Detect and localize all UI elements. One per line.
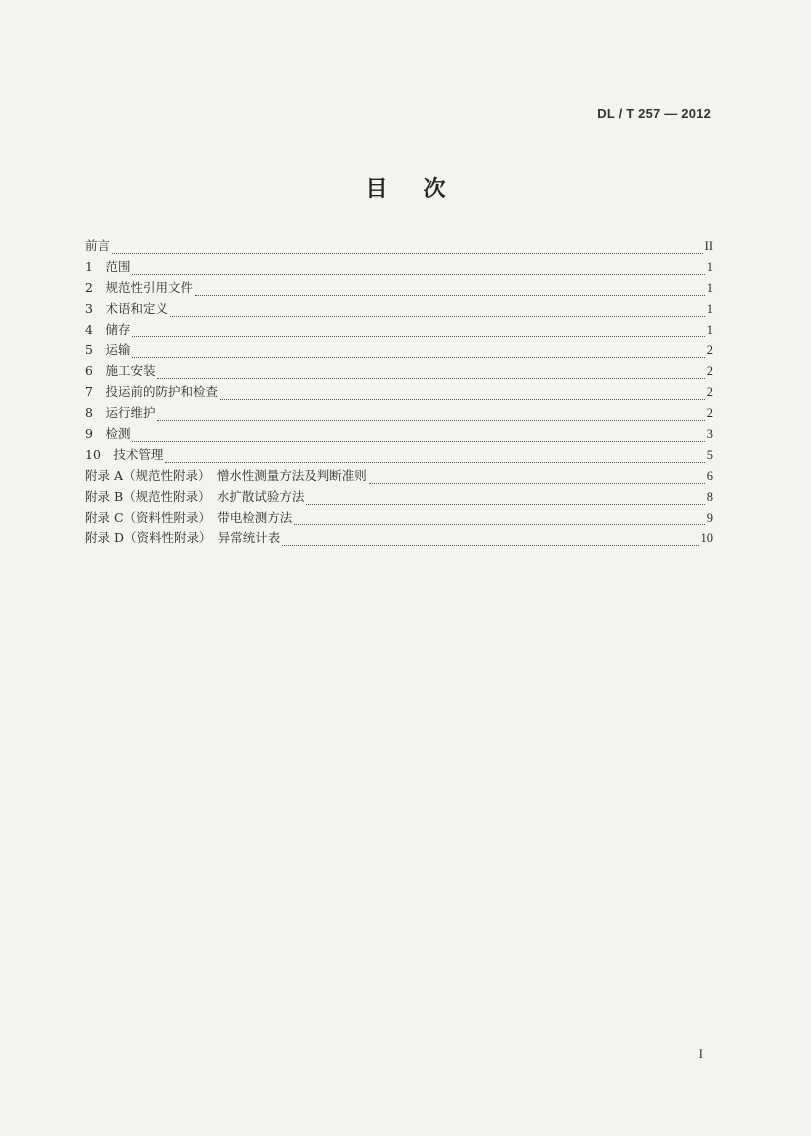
toc-leader-dots xyxy=(369,483,705,484)
toc-entry-page: 1 xyxy=(706,280,713,295)
toc-entry-label: 附录 A（规范性附录） 憎水性测量方法及判断准则 xyxy=(85,467,367,483)
toc-leader-dots xyxy=(132,357,704,358)
toc-leader-dots xyxy=(170,316,705,317)
toc-leader-dots xyxy=(282,545,698,546)
toc-entry-label: 5 运输 xyxy=(85,342,131,358)
toc-entry[interactable] xyxy=(85,508,713,529)
toc-leader-dots xyxy=(132,441,704,442)
toc-leader-dots xyxy=(157,378,704,379)
toc-entry-label: 10 技术管理 xyxy=(85,446,164,462)
toc-entry[interactable] xyxy=(85,361,713,382)
toc-entry[interactable] xyxy=(85,403,713,424)
toc-leader-dots xyxy=(112,253,703,254)
toc-entry[interactable] xyxy=(85,382,713,403)
toc-title: 目次 xyxy=(365,177,482,202)
toc-entry[interactable] xyxy=(85,445,713,466)
toc-entry-page: 5 xyxy=(706,447,713,462)
toc-entry[interactable] xyxy=(85,466,713,487)
toc-entry[interactable] xyxy=(85,236,713,257)
toc-entry-label: 前言 xyxy=(85,238,111,253)
toc-leader-dots xyxy=(294,524,704,525)
toc-entry-page: 1 xyxy=(706,322,713,337)
toc-entry-page: 2 xyxy=(706,385,713,400)
toc-entry-label: 9 检测 xyxy=(85,426,131,442)
toc-entry-label: 6 施工安装 xyxy=(85,363,156,379)
toc-entry[interactable] xyxy=(85,424,713,445)
toc-entry[interactable] xyxy=(85,257,713,278)
toc-leader-dots xyxy=(306,504,704,505)
table-of-contents xyxy=(85,236,713,549)
toc-entry-label: 2 规范性引用文件 xyxy=(85,279,193,295)
toc-entry[interactable] xyxy=(85,299,713,320)
toc-entry-label: 1 范围 xyxy=(85,258,131,274)
toc-entry-page: 1 xyxy=(706,259,713,274)
toc-entry-label: 7 投运前的防护和检查 xyxy=(85,384,218,400)
toc-leader-dots xyxy=(220,399,705,400)
toc-entry-page: 9 xyxy=(706,510,713,525)
toc-entry[interactable] xyxy=(85,487,713,508)
toc-entry-page: 3 xyxy=(706,427,713,442)
toc-leader-dots xyxy=(132,336,704,337)
toc-entry-page: II xyxy=(704,239,713,253)
toc-entry-page: 10 xyxy=(700,531,713,546)
toc-entry[interactable] xyxy=(85,278,713,299)
toc-entry-label: 8 运行维护 xyxy=(85,405,156,421)
toc-leader-dots xyxy=(195,295,705,296)
toc-entry-label: 附录 B（规范性附录） 水扩散试验方法 xyxy=(85,488,305,504)
toc-entry-page: 2 xyxy=(706,343,713,358)
toc-entry-page: 1 xyxy=(706,301,713,316)
toc-entry[interactable] xyxy=(85,340,713,361)
toc-entry-page: 8 xyxy=(706,489,713,504)
toc-entry-label: 4 储存 xyxy=(85,321,131,337)
page-number: I xyxy=(698,1046,703,1061)
toc-entry[interactable] xyxy=(85,528,713,549)
toc-entry-page: 6 xyxy=(706,468,713,483)
toc-leader-dots xyxy=(165,462,704,463)
toc-leader-dots xyxy=(132,274,704,275)
toc-entry-page: 2 xyxy=(706,406,713,421)
toc-entry-label: 附录 C（资料性附录） 带电检测方法 xyxy=(85,509,293,525)
toc-entry-label: 3 术语和定义 xyxy=(85,300,168,316)
document-id: DL / T 257 — 2012 xyxy=(597,106,711,121)
toc-leader-dots xyxy=(157,420,704,421)
toc-entry-page: 2 xyxy=(706,364,713,379)
toc-entry-label: 附录 D（资料性附录） 异常统计表 xyxy=(85,530,281,546)
toc-entry[interactable] xyxy=(85,320,713,341)
